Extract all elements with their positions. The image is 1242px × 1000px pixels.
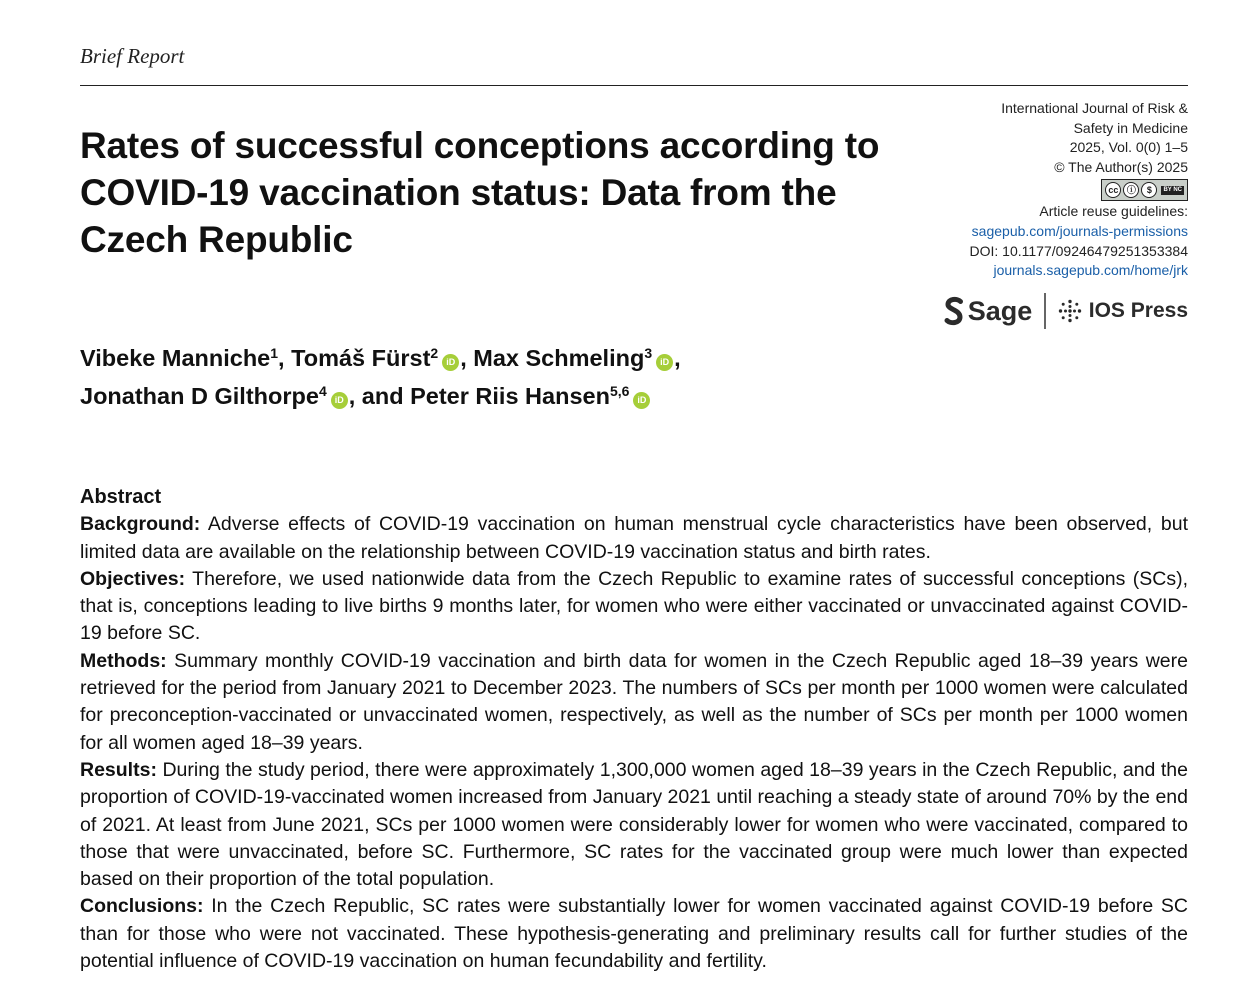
abstract xyxy=(80,484,1188,975)
permissions-link[interactable]: sagepub.com/journals-permissions xyxy=(971,222,1188,239)
cc-icon: cc xyxy=(1105,182,1121,198)
affiliation-marker: 1 xyxy=(270,345,279,361)
methods-label: Methods: xyxy=(80,649,167,672)
cc-by-icon: ⓘ xyxy=(1123,182,1139,198)
author-name[interactable]: Peter Riis Hansen xyxy=(410,383,610,409)
orcid-icon[interactable]: iD xyxy=(331,392,348,409)
objectives-label: Objectives: xyxy=(80,567,186,590)
abstract-conclusions xyxy=(80,893,1188,975)
ios-press-wordmark: IOS Press xyxy=(1088,299,1188,322)
affiliation-marker: 3 xyxy=(644,345,653,361)
orcid-icon[interactable]: iD xyxy=(442,354,459,371)
author-separator: , xyxy=(460,345,474,371)
orcid-icon[interactable]: iD xyxy=(633,392,650,409)
abstract-methods xyxy=(80,648,1188,757)
journal-name-line-1: International Journal of Risk & xyxy=(1001,100,1188,116)
journal-homepage-link[interactable]: journals.sagepub.com/home/jrk xyxy=(993,262,1188,279)
author-list xyxy=(80,337,840,413)
doi: DOI: 10.1177/09246479251353384 xyxy=(969,242,1188,259)
cc-license-badge[interactable] xyxy=(1101,179,1188,201)
license-row xyxy=(858,177,1188,202)
publisher-logos xyxy=(944,293,1188,329)
affiliation-marker: 2 xyxy=(430,345,439,361)
sage-wordmark: Sage xyxy=(967,295,1033,326)
journal-info xyxy=(858,99,1188,281)
conclusions-text: In the Czech Republic, SC rates were substantially lower for women vaccinated against COVID-19 before SC than for those who were not vaccinated. These hypothesis-generating and preliminary results call for further studies of the potential influence of COVID-19 vaccination on human fecundability and fertility. xyxy=(80,895,1188,973)
journal-issue: 2025, Vol. 0(0) 1–5 xyxy=(1069,139,1188,156)
affiliation-marker: 4 xyxy=(318,383,327,399)
ios-press-logo[interactable] xyxy=(1058,299,1188,323)
affiliation-marker: 5,6 xyxy=(609,383,630,399)
background-text: Adverse effects of COVID-19 vaccination on human menstrual cycle characteristics have been observed, but limited data are available on the relationship between COVID-19 vaccination status and birth rates. xyxy=(80,513,1189,563)
cc-nc-icon: $ xyxy=(1141,182,1157,198)
abstract-results xyxy=(80,757,1188,893)
author-name[interactable]: Vibeke Manniche xyxy=(80,345,271,371)
sage-s-icon xyxy=(944,296,964,326)
cc-license-type: BY NC xyxy=(1163,186,1182,193)
author-separator: , and xyxy=(348,383,411,409)
abstract-heading: Abstract xyxy=(80,486,162,508)
article-title: Rates of successful conceptions according to COVID-19 vaccination status: Data from the Czech Republic xyxy=(80,125,880,260)
article-type-label: Brief Report xyxy=(80,44,185,68)
methods-text: Summary monthly COVID-19 vaccination and birth data for women in the Czech Republic aged 18–39 years were retrieved for the period from January 2021 to December 2023. The numbers of SCs per month per 1000 women were calculated for preconception-vaccinated or unvaccinated women, respectively, as well as the number of SCs per month per 1000 women for all women aged 18–39 years. xyxy=(80,649,1188,754)
author-name[interactable]: Max Schmeling xyxy=(473,345,645,371)
reuse-label: Article reuse guidelines: xyxy=(1039,203,1188,220)
abstract-objectives xyxy=(80,566,1188,648)
publisher-divider xyxy=(1044,293,1046,329)
conclusions-label: Conclusions: xyxy=(80,895,204,918)
objectives-text: Therefore, we used nationwide data from the Czech Republic to examine rates of successful conceptions (SCs), that is, conceptions leading to live births 9 months later, for women who were either vaccinated or unvaccinated against COVID-19 before SC. xyxy=(80,567,1189,645)
author-name[interactable]: Jonathan D Gilthorpe xyxy=(80,383,319,409)
author-separator: , xyxy=(278,345,292,371)
orcid-icon[interactable]: iD xyxy=(656,354,673,371)
journal-name-line-2: Safety in Medicine xyxy=(1073,119,1188,136)
ios-press-dots-icon xyxy=(1058,299,1082,323)
abstract-background xyxy=(80,511,1188,566)
author-separator: , xyxy=(674,345,681,371)
sage-logo[interactable] xyxy=(944,296,1033,327)
author-name[interactable]: Tomáš Fürst xyxy=(291,345,431,371)
results-label: Results: xyxy=(80,758,157,781)
copyright-notice: © The Author(s) 2025 xyxy=(1054,158,1188,175)
results-text: During the study period, there were approximately 1,300,000 women aged 18–39 years in the Czech Republic, and the proportion of COVID-19-vaccinated women increased from January 2021 until reaching a steady state of around 70% by the end of 2021. At least from June 2021, SCs per 1000 women were considerably lower for women who were vaccinated, compared to those that were unvaccinated, before SC. Furthermore, SC rates for the vaccinated group were much lower than expected based on their proportion of the total population. xyxy=(80,758,1188,891)
header-rule xyxy=(80,85,1188,86)
background-label: Background: xyxy=(80,513,201,536)
